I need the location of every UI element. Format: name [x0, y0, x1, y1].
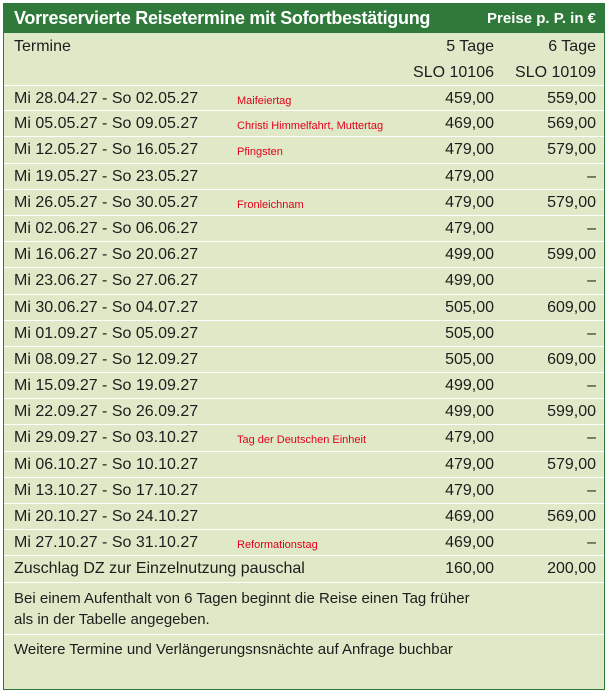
holiday-note: Pfingsten	[237, 146, 283, 159]
price-5-days: 479,00	[445, 481, 494, 499]
table-row	[4, 85, 604, 111]
table-row	[4, 216, 604, 242]
price-5-days: 469,00	[445, 534, 494, 552]
price-6-days: 579,00	[547, 455, 596, 473]
price-5-days: 469,00	[445, 508, 494, 525]
date-cell: Mi 26.05.27 - So 30.05.27	[14, 193, 199, 211]
holiday-note: Maifeiertag	[237, 95, 292, 107]
table-row	[4, 295, 604, 321]
col5-code: SLO 10106	[413, 64, 494, 81]
table-row	[4, 137, 604, 163]
price-6-days: 569,00	[547, 508, 596, 525]
price-6-days: 609,00	[547, 350, 596, 368]
price-6-days: 609,00	[547, 298, 596, 316]
price-5-days: 479,00	[445, 219, 494, 237]
col5-header: 5 Tage	[446, 38, 494, 55]
price-5-days: 505,00	[445, 350, 494, 368]
table-row	[4, 347, 604, 373]
price-5-days: 505,00	[445, 324, 494, 342]
table-row	[4, 268, 604, 294]
table-row	[4, 504, 604, 530]
date-cell: Mi 15.09.27 - So 19.09.27	[14, 377, 199, 395]
price-6-days: –	[587, 219, 596, 237]
col6-code: SLO 10109	[515, 64, 596, 81]
table-title: Vorreservierte Reisetermine mit Sofortbestätigung	[14, 8, 431, 28]
table-row	[4, 425, 604, 451]
table-row	[4, 242, 604, 268]
table-row	[4, 111, 604, 137]
holiday-note: Tag der Deutschen Einheit	[237, 434, 367, 447]
holiday-note: Christi Himmelfahrt, Muttertag	[237, 120, 384, 133]
price-5-days: 499,00	[445, 246, 494, 264]
date-cell: Mi 29.09.27 - So 03.10.27	[14, 429, 199, 447]
date-cell: Mi 19.05.27 - So 23.05.27	[14, 167, 199, 185]
price-5-days: 499,00	[445, 377, 494, 395]
travel-notice	[4, 583, 604, 635]
date-cell: Mi 30.06.27 - So 04.07.27	[14, 298, 199, 316]
date-cell: Mi 05.05.27 - So 09.05.27	[14, 115, 199, 133]
price-5-days: 479,00	[445, 141, 494, 159]
price-6-days: –	[587, 534, 596, 552]
date-cell: Mi 27.10.27 - So 31.10.27	[14, 534, 199, 552]
price-6-days: 579,00	[547, 141, 596, 159]
price-6-days: –	[587, 481, 596, 499]
price-5-days: 499,00	[445, 272, 494, 290]
table-row	[4, 556, 604, 582]
price-5-days: 505,00	[445, 298, 494, 316]
table-row	[4, 452, 604, 478]
price-6-days: 599,00	[547, 403, 596, 421]
date-cell: Mi 22.09.27 - So 26.09.27	[14, 403, 199, 421]
price-5-days: 479,00	[445, 429, 494, 447]
date-cell: Zuschlag DZ zur Einzelnutzung pauschal	[14, 560, 305, 578]
termine-header: Termine	[14, 38, 71, 55]
date-cell: Mi 02.06.27 - So 06.06.27	[14, 219, 199, 237]
date-cell: Mi 08.09.27 - So 12.09.27	[14, 350, 199, 368]
price-6-days: –	[587, 272, 596, 290]
price-table	[3, 3, 605, 690]
table-row	[4, 530, 604, 556]
price-5-days: 459,00	[445, 90, 494, 107]
price-6-days: 559,00	[547, 90, 596, 107]
table-row	[4, 478, 604, 504]
price-5-days: 499,00	[445, 403, 494, 421]
date-cell: Mi 06.10.27 - So 10.10.27	[14, 455, 199, 473]
column-header-row	[4, 33, 604, 59]
holiday-note: Reformationstag	[237, 539, 318, 552]
more-dates-notice: Weitere Termine und Verlängerungsnsnächte auf Anfrage buchbar	[14, 640, 453, 658]
price-5-days: 479,00	[445, 455, 494, 473]
date-cell: Mi 12.05.27 - So 16.05.27	[14, 141, 199, 159]
price-6-days: 569,00	[547, 115, 596, 133]
price-6-days: –	[587, 429, 596, 447]
price-note: Preise p. P. in €	[487, 10, 596, 27]
col6-header: 6 Tage	[548, 38, 596, 55]
date-cell: Mi 28.04.27 - So 02.05.27	[14, 90, 199, 107]
table-body	[4, 85, 604, 583]
date-cell: Mi 23.06.27 - So 27.06.27	[14, 272, 199, 290]
table-row	[4, 321, 604, 347]
price-6-days: 579,00	[547, 193, 596, 211]
code-header-row	[4, 59, 604, 85]
price-6-days: –	[587, 324, 596, 342]
notice-line-1: Bei einem Aufenthalt von 6 Tagen beginnt die Reise einen Tag früher	[14, 589, 470, 607]
date-cell: Mi 20.10.27 - So 24.10.27	[14, 508, 199, 525]
date-cell: Mi 01.09.27 - So 05.09.27	[14, 324, 199, 342]
date-cell: Mi 13.10.27 - So 17.10.27	[14, 481, 199, 499]
table-title-bar	[4, 4, 604, 33]
price-6-days: –	[587, 167, 596, 185]
table-row	[4, 164, 604, 190]
table-row	[4, 399, 604, 425]
price-5-days: 479,00	[445, 167, 494, 185]
price-5-days: 479,00	[445, 193, 494, 211]
notice-line-2: als in der Tabelle angegeben.	[14, 610, 210, 628]
price-6-days: 599,00	[547, 246, 596, 264]
price-6-days: 200,00	[547, 560, 596, 578]
price-5-days: 160,00	[445, 560, 494, 578]
table-row	[4, 373, 604, 399]
date-cell: Mi 16.06.27 - So 20.06.27	[14, 246, 199, 264]
holiday-note: Fronleichnam	[237, 198, 304, 211]
price-6-days: –	[587, 377, 596, 395]
price-5-days: 469,00	[445, 115, 494, 133]
table-row	[4, 190, 604, 216]
